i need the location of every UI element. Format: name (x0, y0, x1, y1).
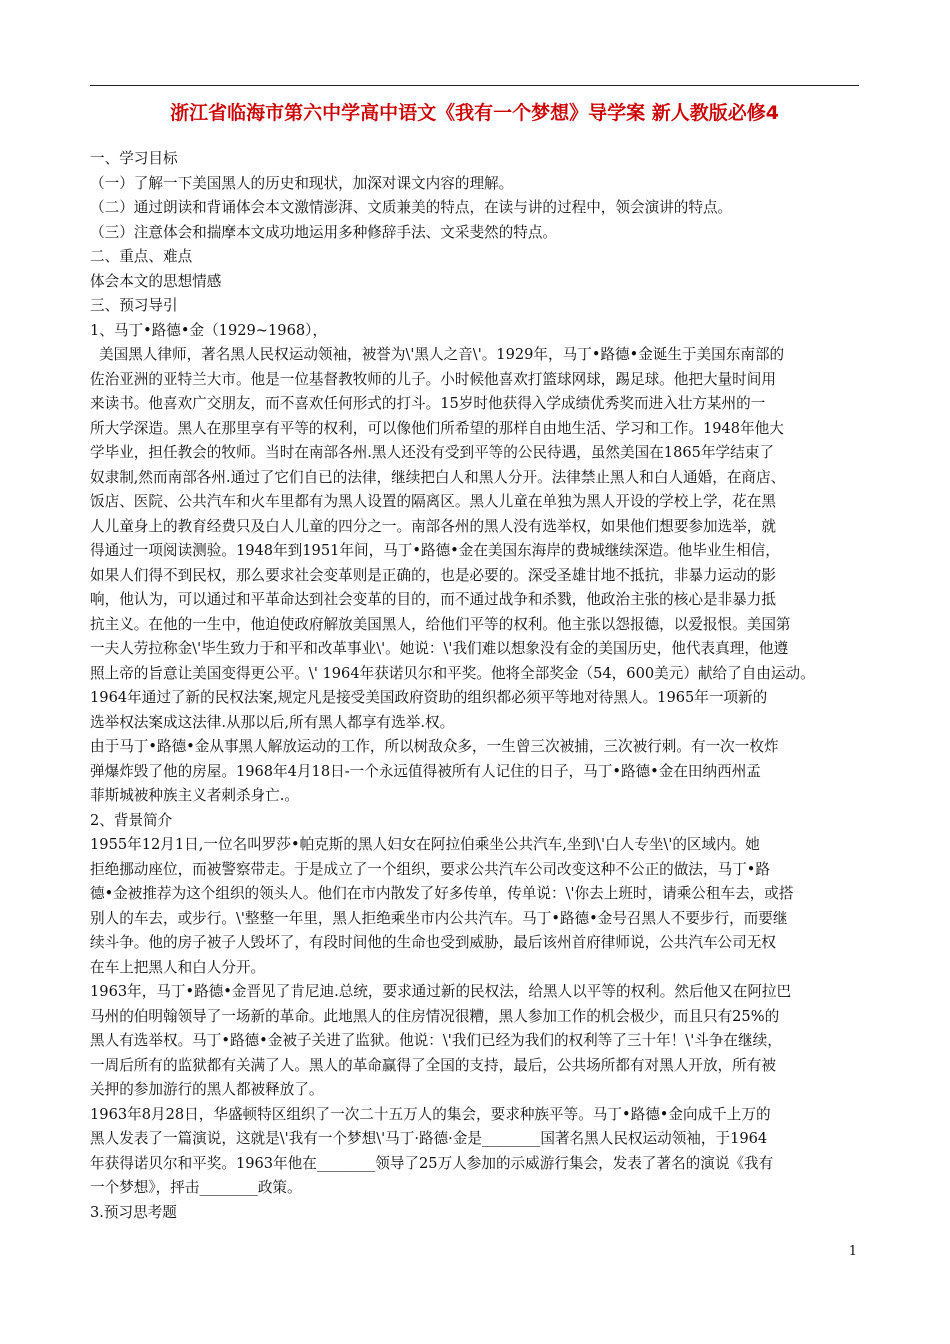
body-line: 别人的车去，或步行。\'整整一年里，黑人拒绝乘坐市内公共汽车。马丁•路德•金号召黑人不要步行，而要继 (90, 909, 788, 927)
section-heading-goals: 一、学习目标 (90, 150, 178, 167)
fill-in-blank-line: 一个梦想》，抨击________政策。 (90, 1179, 302, 1196)
body-line: 1964年通过了新的民权法案,规定凡是接受美国政府资助的组织都必须平等地对待黑人。1965年一项新的 (90, 689, 768, 706)
body-line: 菲斯城被种族主义者刺杀身亡.。 (90, 787, 299, 804)
body-line: 一周后所有的监狱都有关满了人。黑人的革命赢得了全国的支持，最后，公共场所都有对黑人开放，所有被 (90, 1056, 776, 1074)
body-line: 照上帝的旨意让美国变得更公平。\' 1964年获诺贝尔和平奖。他将全部奖金（54，600美元）献给了自由运动。 (90, 664, 815, 682)
body-line: 1963年8月28日，华盛顿特区组织了一次二十五万人的集会，要求种族平等。马丁•路德•金向成千上万的 (90, 1105, 771, 1123)
body-line: 由于马丁•路德•金从事黑人解放运动的工作，所以树敌众多，一生曾三次被捕，三次被行刺。有一次一枚炸 (90, 738, 779, 755)
fill-in-blank-line: 黑人发表了一篇演说，这就是\'我有一个梦想\'马丁·路德·金是________国著名黑人民权运动领袖，于1964 (90, 1130, 768, 1147)
body-line: 弹爆炸毁了他的房屋。1968年4月18日-一个永远值得被所有人记住的日子，马丁•路德•金在田纳西州孟 (90, 762, 761, 780)
body-line: 选举权法案成这法律.从那以后,所有黑人都享有选举.权。 (90, 713, 455, 731)
body-line: 马州的伯明翰领导了一场新的革命。此地黑人的住房情况很糟，黑人参加工作的机会极少，而且只有25%的 (90, 1007, 780, 1025)
body-line: 如果人们得不到民权，那么要求社会变革则是正确的，也是必要的。深受圣雄甘地不抵抗，非暴力运动的影 (90, 566, 776, 584)
section-heading-focus: 二、重点、难点 (90, 248, 193, 265)
document-body (90, 147, 862, 1225)
section-heading-preview: 三、预习导引 (90, 297, 178, 314)
subheading-background: 2、背景简介 (90, 811, 173, 829)
body-line: 所大学深造。黑人在那里享有平等的权利，可以像他们所希望的那样自由地生活、学习和工作。1948年他大 (90, 419, 784, 437)
body-line: 1963年，马丁•路德•金晋见了肯尼迪.总统，要求通过新的民权法，给黑人以平等的权利。然后他又在阿拉巴 (90, 983, 792, 1000)
body-line: 佐治亚洲的亚特兰大市。他是一位基督教牧师的儿子。小时候他喜欢打篮球网球，踢足球。他把大量时间用 (90, 370, 776, 388)
body-line: 抗主义。在他的一生中，他迫使政府解放美国黑人，给他们平等的权利。他主张以怨报德，以爱报恨。美国第 (90, 615, 791, 633)
fill-in-blank-line: 年获得诺贝尔和平奖。1963年他在________领导了25万人参加的示威游行集会，发表了著名的演说《我有 (90, 1154, 774, 1172)
body-line: 响，他认为，可以通过和平革命达到社会变革的目的，而不通过战争和杀戮，他政治主张的核心是非暴力抵 (90, 591, 776, 608)
body-line: 拒绝挪动座位，而被警察带走。于是成立了一个组织，要求公共汽车公司改变这种不公正的做法，马丁•路 (90, 860, 770, 878)
goal-item: （三）注意体会和揣摩本文成功地运用多种修辞手法、文采斐然的特点。 (90, 223, 558, 241)
page-number: 1 (848, 1244, 857, 1259)
subheading-questions: 3.预习思考题 (90, 1203, 177, 1221)
header-rule (90, 85, 859, 86)
body-line: 在车上把黑人和白人分开。 (90, 958, 266, 976)
body-line: 续斗争。他的房子被子人毁坏了，有段时间他的生命也受到威胁，最后该州首府律师说，公共汽车公司无权 (90, 934, 776, 951)
body-line: 一夫人劳拉称金\'毕生致力于和平和改革事业\'。她说：\'我们难以想象没有金的美国历史，他代表真理，他遵 (90, 640, 789, 657)
body-line: 来读书。他喜欢广交朋友，而不喜欢任何形式的打斗。15岁时他获得入学成绩优秀奖而进入壮方某州的一 (90, 395, 766, 412)
body-line: 饭店、医院、公共汽车和火车里都有为黑人设置的隔离区。黑人儿童在单独为黑人开设的学校上学，花在黑 (90, 493, 776, 510)
goal-item: （二）通过朗读和背诵体会本文激情澎湃、文质兼美的特点，在读与讲的过程中，领会演讲的特点。 (90, 199, 733, 216)
body-line: 美国黑人律师，著名黑人民权运动领袖，被誉为\'黑人之音\'。1929年，马丁•路德•金诞生于美国东南部的 (99, 346, 785, 363)
document-title: 浙江省临海市第六中学高中语文《我有一个梦想》导学案 新人教版必修4 (170, 102, 779, 124)
body-line: 奴隶制,然而南部各州.通过了它们自已的法律，继续把白人和黑人分开。法律禁止黑人和白人通婚，在商店、 (90, 468, 786, 486)
body-line: 学毕业，担任教会的牧师。当时在南部各州.黑人还没有受到平等的公民待遇，虽然美国在1865年学结束了 (90, 444, 774, 461)
goal-item: （一）了解一下美国黑人的历史和现状，加深对课文内容的理解。 (90, 174, 514, 192)
body-line: 体会本文的思想情感 (90, 272, 222, 290)
body-line: 德•金被推荐为这个组织的领头人。他们在市内散发了好多传单，传单说：\'你去上班时，请乘公租车去，或搭 (90, 885, 794, 902)
subheading-mlk: 1、马丁•路德•金（1929~1968）， (90, 321, 328, 339)
body-line: 人儿童身上的教育经费只及白人儿童的四分之一。南部各州的黑人没有选举权，如果他们想要参加选举，就 (90, 517, 776, 535)
body-line: 1955年12月1日,一位名叫罗莎•帕克斯的黑人妇女在阿拉伯乘坐公共汽车,坐到\'白人专坐\'的区域内。她 (90, 836, 760, 853)
body-line: 黑人有选举权。马丁•路德•金被子关进了监狱。他说：\'我们已经为我们的权利等了三十年！\'斗争在继续， (90, 1032, 782, 1049)
body-line: 关押的参加游行的黑人都被释放了。 (90, 1081, 324, 1098)
body-line: 得通过一项阅读测验。1948年到1951年间，马丁•路德•金在美国东海岸的费城继续深造。他毕业生相信， (90, 542, 780, 559)
